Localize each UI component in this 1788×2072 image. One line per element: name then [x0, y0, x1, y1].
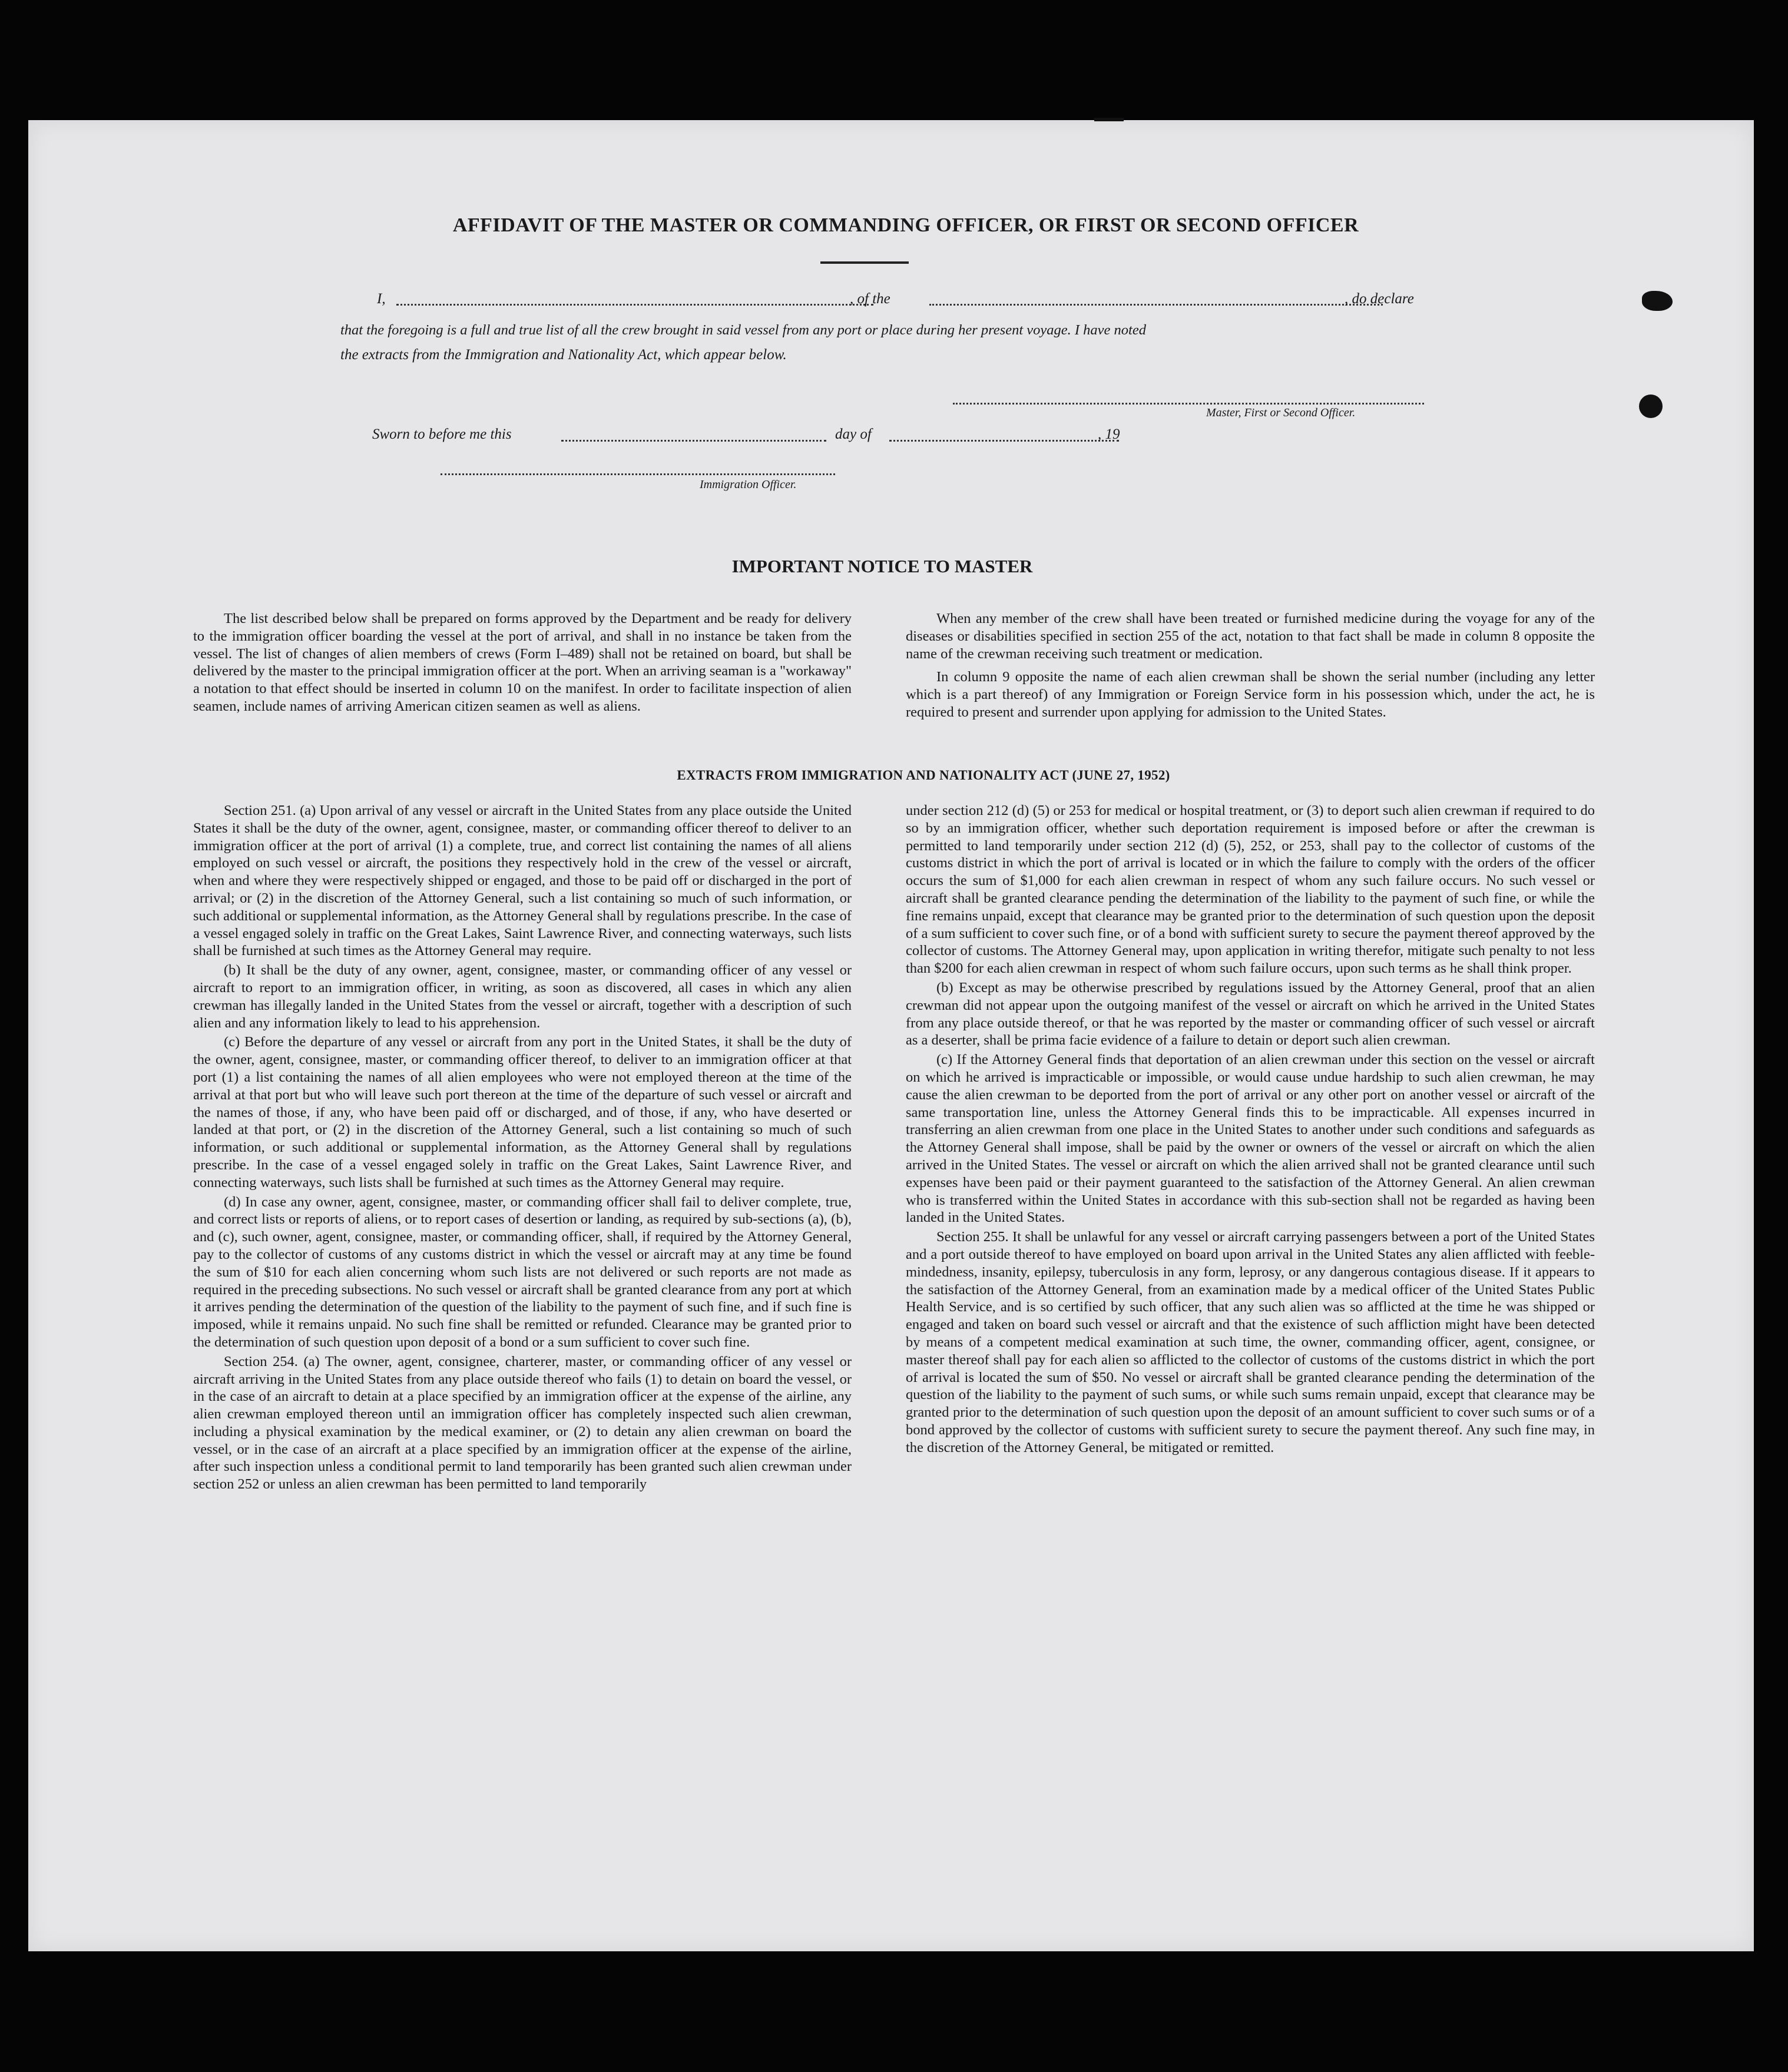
- section-254-a: Section 254. (a) The owner, agent, consignee, charterer, master, or commanding officer of any vessel or aircraft arriving in the United States from any place outside thereof who fails (1) to detain on board the vessel, or in the case of an aircraft to detain at a place specified by an immigration officer at the expense of the airline, any alien crewman employed thereon until an immigration officer has completely inspected such alien crewman, including a physical examination by the medical examiner, or (2) to detain any alien crewman on board the vessel, or in the case of an aircraft at a place specified by an immigration officer at the expense of the airline, after such inspection unless a conditional permit to land temporarily has been granted such alien crewman under section 252 or unless an alien crewman has been permitted to land temporarily: [193, 1353, 852, 1493]
- day-of-label: day of: [835, 426, 872, 442]
- of-the-label: , of the: [850, 291, 890, 307]
- affidavit-title: AFFIDAVIT OF THE MASTER OR COMMANDING OFFICER, OR FIRST OR SECOND OFFICER: [452, 214, 1359, 236]
- section-254-a-continued: under section 212 (d) (5) or 253 for medical or hospital treatment, or (3) to deport such alien crewman if required to do so by an immigration officer, whether such deportation requirement is imposed before or after the crewman is permitted to land temporarily under section 212 (d) (5), 252, or 253, shall pay to the collector of customs of the customs district in which the port of arrival is located or in which the failure to comply with the orders of the officer occurs the sum of $1,000 for each alien crewman in respect of whom any such failure occurs. No such vessel or aircraft shall be granted clearance pending the determination of the liability to the payment of such fine, or while the fine remains unpaid, except that clearance may be granted prior to the determination of such question upon the deposit of a sum sufficient to cover such fine, or of a bond with sufficient surety to secure the payment thereof approved by the collector of customs. The Attorney General may, upon application in writing therefor, mitigate such penalty to not less than $200 for each alien crewman in respect of whom such failure occurs, upon such terms as he shall think proper.: [906, 803, 1595, 977]
- year-label: , 19: [1098, 426, 1120, 442]
- officer-signature-blank[interactable]: [441, 473, 835, 475]
- extracts-title: EXTRACTS FROM IMMIGRATION AND NATIONALITY ACT (JUNE 27, 1952): [677, 768, 1170, 783]
- section-251-c: (c) Before the departure of any vessel or aircraft from any port in the United States, it shall be the duty of the owner, agent, consignee, master, or commanding officer thereof, to deliver to an immigration officer at that port (1) a list containing the names of all alien employees who were not employed thereon at the time of the arrival at that port but who will leave such port thereon at the time of the departure of such vessel or aircraft and the names of those, if any, who have been paid off or discharged, and of those, if any, who have deserted or landed at that port, or (2) in the discretion of the Attorney General, such a list containing so much of such information, or such additional or supplemental information, as the Attorney General shall by regulations prescribe. In the case of a vessel engaged solely in traffic on the Great Lakes, Saint Lawrence River, and connecting waterways, such lists shall be furnished at such times as the Attorney General may require.: [193, 1034, 852, 1191]
- extracts-left-column: [193, 802, 852, 1495]
- name-blank[interactable]: [396, 304, 873, 306]
- day-blank[interactable]: [561, 440, 826, 442]
- i-label: I,: [377, 291, 386, 307]
- notice-right-column: [906, 610, 1595, 723]
- statement-line-2: the extracts from the Immigration and Nationality Act, which appear below.: [340, 347, 787, 363]
- month-blank[interactable]: [889, 440, 1119, 442]
- punch-hole-mark: [1639, 394, 1663, 418]
- staple-mark: [1094, 118, 1124, 121]
- extracts-right-column: [906, 802, 1595, 1458]
- section-254-c: (c) If the Attorney General finds that deportation of an alien crewman under this section on the vessel or aircraft on which he arrived is impracticable or impossible, or would cause undue hardship to such alien crewman, he may cause the alien crewman to be deported from the port of arrival or any other port on another vessel or aircraft of the same transportation line, unless the Attorney General finds this to be impracticable. All expenses incurred in transferring an alien crewman from one place in the United States to another under such conditions and safeguards as the Attorney General shall impose, shall be paid by the owner or owners of the vessel or aircraft on which the alien arrived in the United States. The vessel or aircraft on which the alien arrived shall not be granted clearance until such expenses have been paid or their payment guaranteed to the satisfaction of the Attorney General. An alien crewman who is transferred within the United States in accordance with this sub-section shall not be regarded as having been landed in the United States.: [906, 1052, 1595, 1226]
- bleed-through-text: [1194, 462, 1204, 479]
- notice-right-paragraph-2: In column 9 opposite the name of each alien crewman shall be shown the serial number (including any letter which is a part thereof) of any Immigration or Foreign Service form in his possession which, under the act, he is required to present and surrender upon applying for admission to the United States.: [906, 669, 1595, 720]
- title-divider: [820, 261, 909, 264]
- section-251-a: Section 251. (a) Upon arrival of any vessel or aircraft in the United States from any place outside the United States it shall be the duty of the owner, agent, consignee, master, or commanding officer thereof to deliver to an immigration officer at the port of arrival (1) a complete, true, and correct list containing the names of all aliens employed on such vessel or aircraft, the positions they respectively hold in the crew of the vessel or aircraft, when and where they were respectively shipped or engaged, and those to be paid off or discharged in the port of arrival; or (2) in the discretion of the Attorney General, such a list containing so much of such information, or such additional or supplemental information, as the Attorney General shall by regulations prescribe. In the case of a vessel engaged solely in traffic on the Great Lakes, Saint Lawrence River, and connecting waterways, such lists shall be furnished at such times as the Attorney General may require.: [193, 803, 852, 959]
- master-signature-blank[interactable]: [953, 403, 1424, 405]
- section-255: Section 255. It shall be unlawful for any vessel or aircraft carrying passengers between a port of the United States and a port outside thereof to have employed on board upon arrival in the United States any alien afflicted with feeble-mindedness, insanity, epilepsy, tuberculosis in any form, leprosy, or any dangerous contagious disease. If it appears to the satisfaction of the Attorney General, from an examination made by a medical officer of the United States Public Health Service, and is so certified by such officer, that any such alien was so afflicted at the time he was shipped or engaged and taken on board such vessel or aircraft and that the existence of such affliction might have been detected by means of a competent medical examination at such time, the owner, commanding officer, agent, consignee, or master thereof shall pay for each alien so afflicted to the collector of customs of the customs district in which the port of arrival is located the sum of $50. No vessel or aircraft shall be granted clearance pending the determination of the question of the liability to the payment of such sums, or while such sums remain unpaid, except that clearance may be granted prior to the determination of such question upon the deposit of an amount sufficient to cover such sums or of a bond approved by the collector of customs with sufficient surety to secure the payment thereof. Any such fine may, in the discretion of the Attorney General, be mitigated or remitted.: [906, 1229, 1595, 1456]
- ink-blot-mark: [1642, 291, 1673, 311]
- master-signature-caption: Master, First or Second Officer.: [1206, 406, 1356, 419]
- document-page: [28, 120, 1754, 1951]
- statement-line-1: that the foregoing is a full and true list of all the crew brought in said vessel from any port or place during her present voyage. I have noted: [340, 322, 1146, 338]
- notice-left-column: [193, 610, 852, 717]
- notice-title: IMPORTANT NOTICE TO MASTER: [731, 556, 1033, 576]
- section-251-d: (d) In case any owner, agent, consignee, master, or commanding officer shall fail to deliver complete, true, and correct lists or reports of aliens, or to report cases of desertion or landing, as required by sub-sections (a), (b), and (c), such owner, agent, consignee, master, or commanding officer, shall, if required by the Attorney General, pay to the collector of customs of any customs district in which the vessel or aircraft may at any time be found the sum of $10 for each alien concerning whom such lists are not delivered or such reports are not made as required in the preceding subsections. No such vessel or aircraft shall be granted clearance from any port at which it arrives pending the determination of the question of the liability to the payment of such fine, and if such fine is imposed, while it remains unpaid. No such fine shall be remitted or refunded. Clearance may be granted prior to the determination of such question upon deposit of a bond or a sum sufficient to cover such fine.: [193, 1194, 852, 1350]
- do-declare-label: , do declare: [1345, 291, 1414, 307]
- vessel-blank[interactable]: [929, 304, 1383, 306]
- sworn-label: Sworn to before me this: [372, 426, 512, 442]
- notice-right-paragraph-1: When any member of the crew shall have been treated or furnished medicine during the voyage for any of the diseases or disabilities specified in section 255 of the act, notation to that fact shall be made in column 8 opposite the name of the crewman receiving such treatment or medication.: [906, 611, 1595, 662]
- section-254-b: (b) Except as may be otherwise prescribed by regulations issued by the Attorney General, proof that an alien crewman did not appear upon the outgoing manifest of the vessel or aircraft on which he arrived in the United States from any place outside thereof, or that he was reported by the master or commanding officer of such vessel or aircraft as a deserter, shall be prima facie evidence of a failure to detain or deport such alien crewman.: [906, 979, 1595, 1049]
- section-251-b: (b) It shall be the duty of any owner, agent, consignee, master, or commanding officer of any vessel or aircraft to report to an immigration officer, in writing, as soon as discovered, all cases in which any alien crewman has illegally landed in the United States from the vessel or aircraft, together with a description of such alien and any information likely to lead to his apprehension.: [193, 962, 852, 1031]
- notice-left-paragraph: The list described below shall be prepared on forms approved by the Department and be ready for delivery to the immigration officer boarding the vessel at the port of arrival, and shall in no instance be taken from the vessel. The list of changes of alien members of crews (Form I–489) shall not be retained on board, but shall be delivered by the master to the principal immigration officer at the port. When an arriving seaman is a "workaway" a notation to that effect should be inserted in column 10 on the manifest. In order to facilitate inspection of alien seamen, include names of arriving American citizen seamen as well as aliens.: [193, 611, 852, 714]
- officer-signature-caption: Immigration Officer.: [700, 478, 797, 491]
